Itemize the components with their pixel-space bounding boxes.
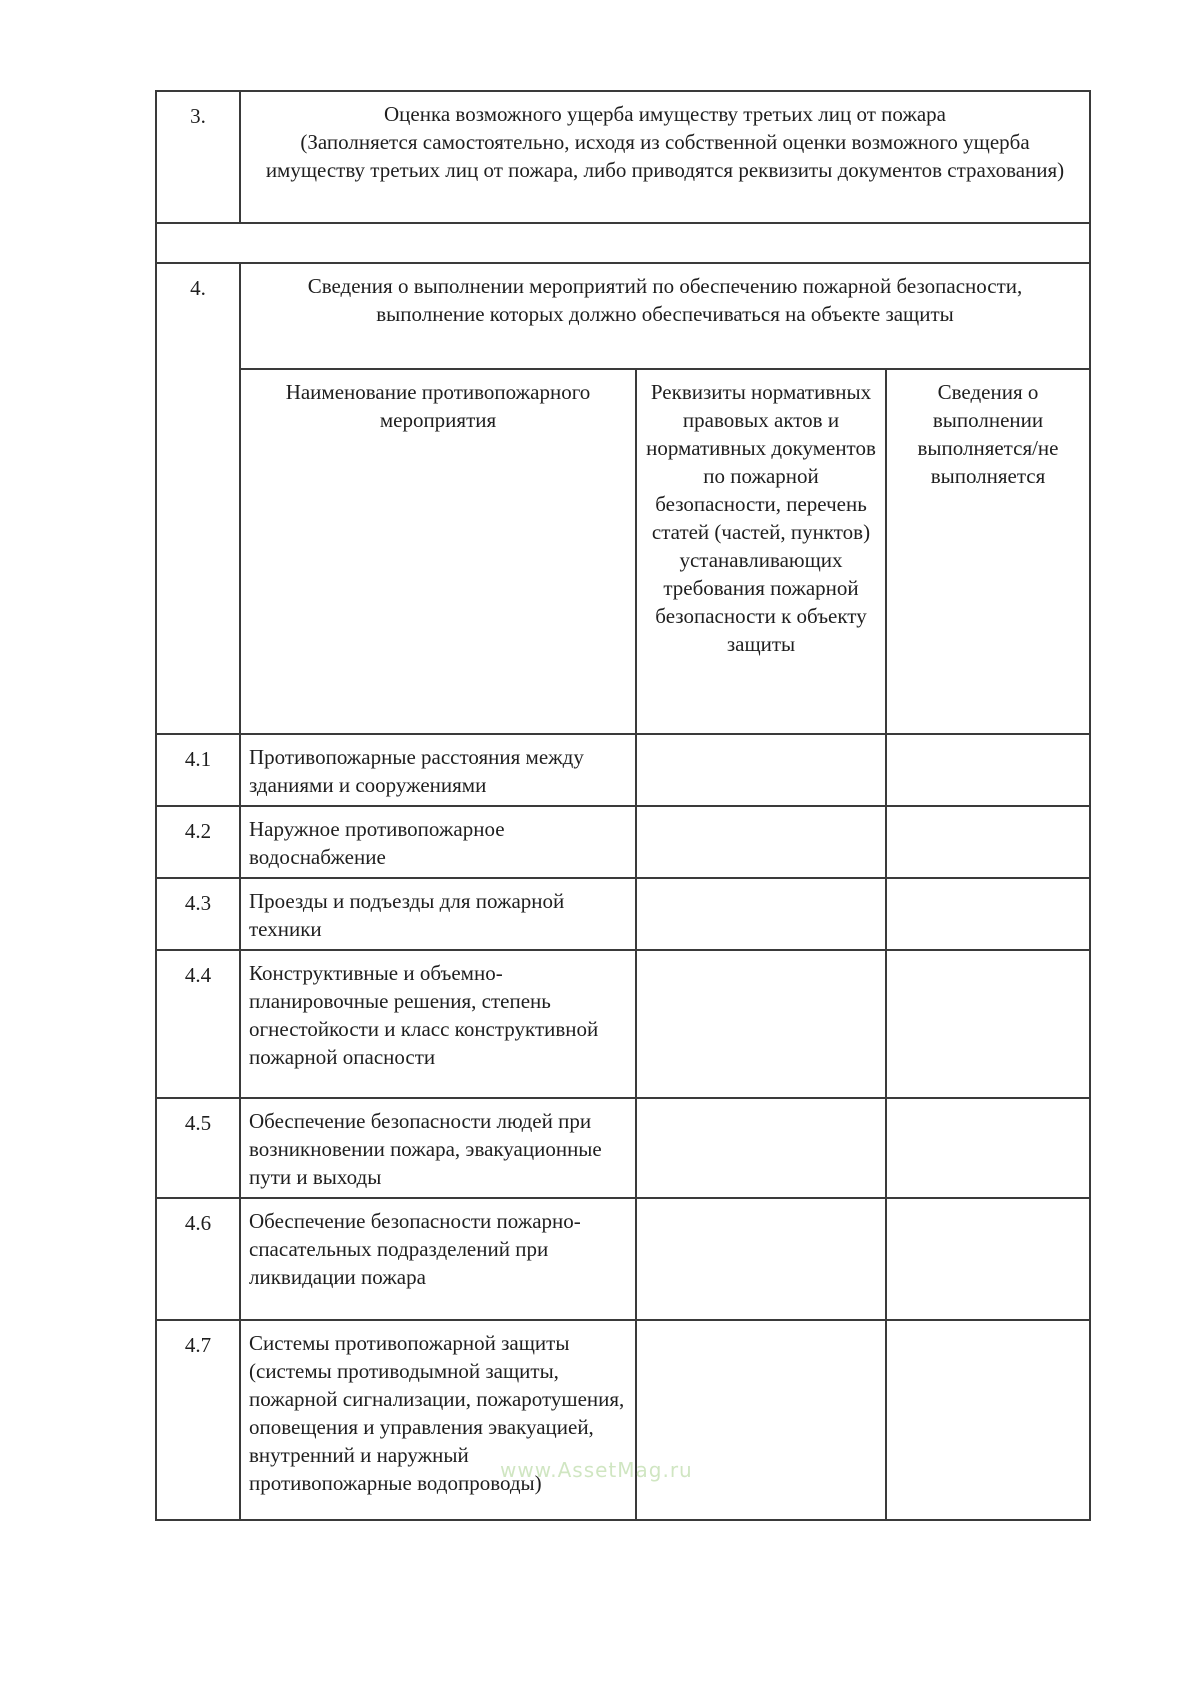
section-4-header-row [156, 369, 1090, 734]
row-compliance-cell[interactable] [886, 950, 1090, 1098]
row-number: 4.1 [156, 734, 240, 806]
table-row [156, 950, 1090, 1098]
row-compliance-cell[interactable] [886, 734, 1090, 806]
row-number: 4.5 [156, 1098, 240, 1198]
row-regulatory-refs-cell[interactable] [636, 734, 886, 806]
table-row [156, 1320, 1090, 1520]
section-4-number: 4. [156, 263, 240, 734]
row-compliance-cell[interactable] [886, 878, 1090, 950]
table-row [156, 734, 1090, 806]
row-regulatory-refs-cell[interactable] [636, 950, 886, 1098]
row-compliance-cell[interactable] [886, 1320, 1090, 1520]
row-regulatory-refs-cell[interactable] [636, 1098, 886, 1198]
row-measure-name: Системы противопожарной защиты (системы противодымной защиты, пожарной сигнализации, пожаротушения, оповещения и управления эвакуацией, внутренний и наружный противопожарные водопроводы) [240, 1320, 636, 1520]
row-compliance-cell[interactable] [886, 806, 1090, 878]
row-number: 4.6 [156, 1198, 240, 1320]
fire-safety-declaration-table [155, 90, 1091, 1521]
row-number: 4.3 [156, 878, 240, 950]
section-3-title [240, 91, 1090, 223]
section-4-title: Сведения о выполнении мероприятий по обеспечению пожарной безопасности, выполнение которых должно обеспечиваться на объекте защиты [240, 263, 1090, 369]
row-regulatory-refs-cell[interactable] [636, 1320, 886, 1520]
row-number: 4.7 [156, 1320, 240, 1520]
section-3-value-cell [156, 223, 1090, 263]
header-compliance-status: Сведения о выполнении выполняется/не выполняется [886, 369, 1090, 734]
row-regulatory-refs-cell[interactable] [636, 806, 886, 878]
table-row [156, 806, 1090, 878]
row-regulatory-refs-cell[interactable] [636, 1198, 886, 1320]
section-3-empty-row [156, 223, 1090, 263]
table-row [156, 1098, 1090, 1198]
section-3-title-line1: Оценка возможного ущерба имуществу третьих лиц от пожара [384, 102, 946, 126]
section-3-row [156, 91, 1090, 223]
row-measure-name: Конструктивные и объемно-планировочные решения, степень огнестойкости и класс конструктивной пожарной опасности [240, 950, 636, 1098]
header-regulatory-refs: Реквизиты нормативных правовых актов и нормативных документов по пожарной безопасности, перечень статей (частей, пунктов) устанавливающих требования пожарной безопасности к объекту защиты [636, 369, 886, 734]
row-measure-name: Противопожарные расстояния между зданиями и сооружениями [240, 734, 636, 806]
row-regulatory-refs-cell[interactable] [636, 878, 886, 950]
section-3-title-line2: (Заполняется самостоятельно, исходя из собственной оценки возможного ущерба имуществу третьих лиц от пожара, либо приводятся реквизиты документов страхования) [265, 130, 1065, 182]
row-compliance-cell[interactable] [886, 1198, 1090, 1320]
section-4-row [156, 263, 1090, 369]
table-row [156, 878, 1090, 950]
row-measure-name: Обеспечение безопасности людей при возникновении пожара, эвакуационные пути и выходы [240, 1098, 636, 1198]
section-3-number: 3. [156, 91, 240, 223]
table-row [156, 1198, 1090, 1320]
row-measure-name: Обеспечение безопасности пожарно-спасательных подразделений при ликвидации пожара [240, 1198, 636, 1320]
row-number: 4.2 [156, 806, 240, 878]
row-measure-name: Проезды и подъезды для пожарной техники [240, 878, 636, 950]
row-measure-name: Наружное противопожарное водоснабжение [240, 806, 636, 878]
header-measure-name: Наименование противопожарного мероприятия [240, 369, 636, 734]
row-number: 4.4 [156, 950, 240, 1098]
watermark: www.AssetMag.ru [500, 1458, 693, 1482]
row-compliance-cell[interactable] [886, 1098, 1090, 1198]
